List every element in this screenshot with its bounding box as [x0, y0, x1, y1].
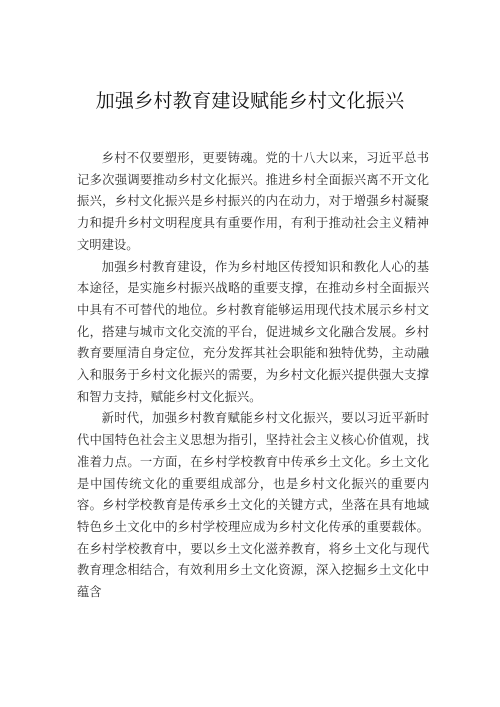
paragraph: 乡村不仅要塑形，更要铸魂。党的十八大以来，习近平总书记多次强调要推动乡村文化振兴。推进乡村全面振兴离不开文化振兴，乡村文化振兴是乡村振兴的内在动力，对于增强乡村凝聚力和提升乡村文明程度具有重要作用，有利于推动社会主义精神文明建设。 — [77, 151, 429, 252]
document-body — [77, 148, 429, 604]
paragraph: 新时代，加强乡村教育赋能乡村文化振兴，要以习近平新时代中国特色社会主义思想为指引，坚持社会主义核心价值观，找准着力点。一方面，在乡村学校教育中传承乡土文化。乡土文化是中国传统文化的重要组成部分，也是乡村文化振兴的重要内容。乡村学校教育是传承乡土文化的关键方式，坐落在具有地域特色乡土文化中的乡村学校理应成为乡村文化传承的重要载体。在乡村学校教育中，要以乡土文化滋养教育，将乡土文化与现代教育理念相结合，有效利用乡土文化资源，深入挖掘乡土文化中蕴含 — [77, 411, 429, 600]
paragraph: 加强乡村教育建设，作为乡村地区传授知识和教化人心的基本途径，是实施乡村振兴战略的重要支撑，在推动乡村全面振兴中具有不可替代的地位。乡村教育能够运用现代技术展示乡村文化，搭建与城市文化交流的平台，促进城乡文化融合发展。乡村教育要厘清自身定位，充分发挥其社会职能和独特优势，主动融入和服务于乡村文化振兴的需要，为乡村文化振兴提供强大支撑和智力支持，赋能乡村文化振兴。 — [77, 259, 429, 404]
document-title: 加强乡村教育建设赋能乡村文化振兴 — [95, 90, 405, 112]
